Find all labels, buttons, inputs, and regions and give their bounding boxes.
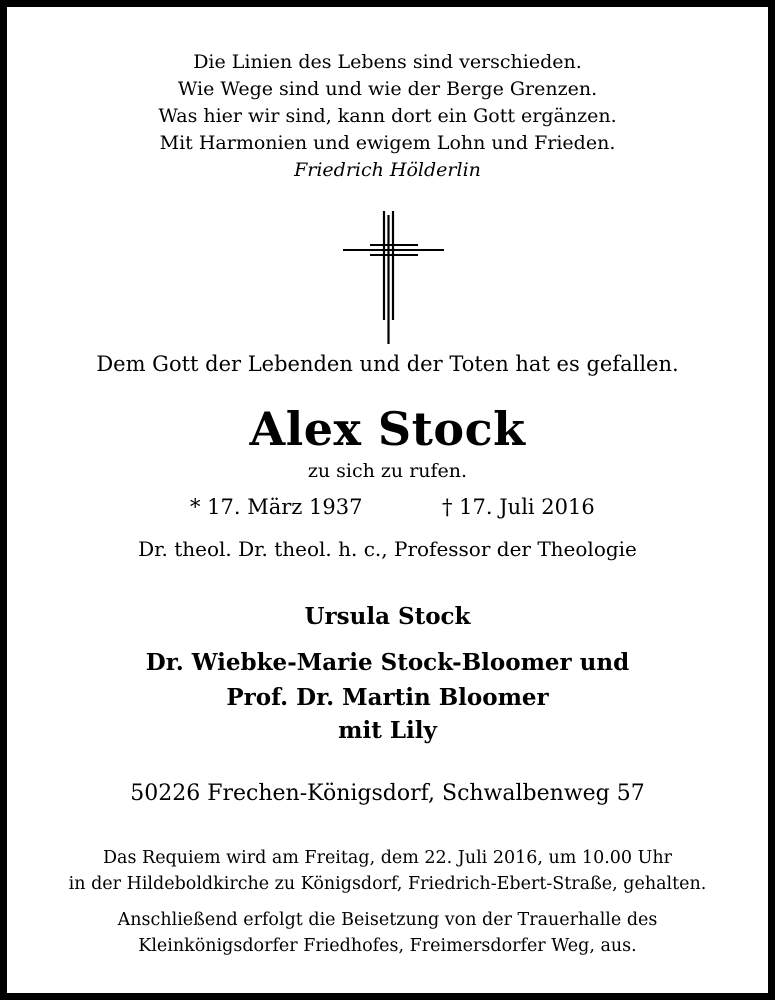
deceased-name: Alex Stock: [249, 402, 526, 456]
burial-line: Kleinkönigsdorfer Friedhofes, Freimersdorfer Weg, aus.: [138, 936, 637, 956]
cross-icon: [337, 203, 449, 348]
called-text: zu sich zu rufen.: [307, 460, 468, 482]
burial-line: Anschließend erfolgt die Beisetzung von der Trauerhalle des: [117, 910, 658, 930]
family-address: 50226 Frechen-Königsdorf, Schwalbenweg 57: [130, 781, 645, 806]
requiem-line: Das Requiem wird am Freitag, dem 22. Juli 2016, um 10.00 Uhr: [103, 848, 672, 868]
family-member: Dr. Wiebke-Marie Stock-Bloomer und: [145, 649, 630, 676]
poem-line: Was hier wir sind, kann dort ein Gott ergänzen.: [158, 105, 617, 127]
family-member: mit Lily: [338, 717, 437, 744]
family-member: Prof. Dr. Martin Bloomer: [226, 684, 549, 711]
deceased-title: Dr. theol. Dr. theol. h. c., Professor der Theologie: [138, 537, 637, 561]
poem: [7, 49, 768, 184]
poem-line: Wie Wege sind und wie der Berge Grenzen.: [177, 78, 598, 100]
birth-date: * 17. März 1937: [190, 495, 363, 519]
family-member: Ursula Stock: [304, 603, 471, 630]
requiem-line: in der Hildeboldkirche zu Königsdorf, Friedrich-Ebert-Straße, gehalten.: [68, 874, 707, 894]
intro-text: Dem Gott der Lebenden und der Toten hat es gefallen.: [96, 352, 679, 376]
burial-info: [7, 907, 768, 959]
requiem-info: [7, 845, 768, 897]
poem-line: Mit Harmonien und ewigem Lohn und Frieden.: [159, 132, 616, 154]
poem-line: Die Linien des Lebens sind verschieden.: [193, 51, 582, 73]
poem-author: Friedrich Hölderlin: [294, 159, 481, 181]
death-date: † 17. Juli 2016: [442, 495, 595, 519]
